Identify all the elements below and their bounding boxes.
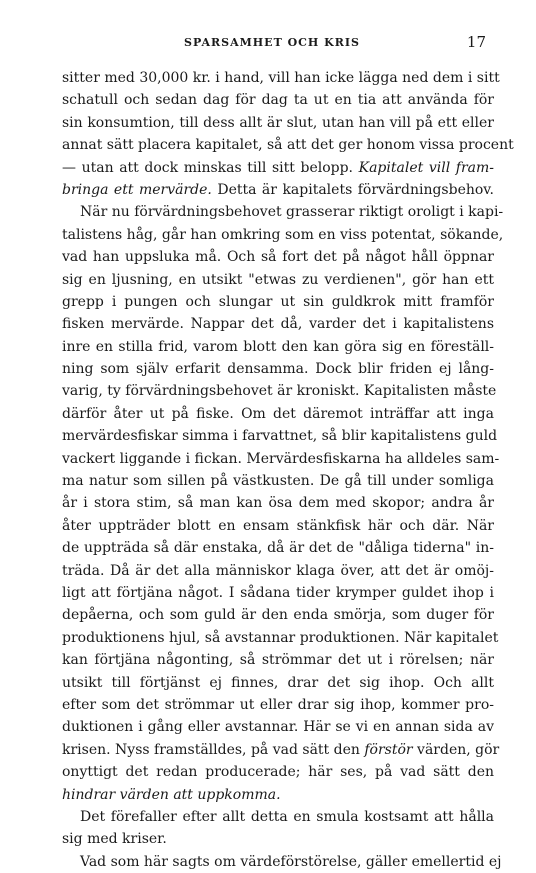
text-line: grepp i pungen och slungar ut sin guldkrok mitt framför xyxy=(62,293,494,310)
text-line: ligt att förtjäna något. I sådana tider krymper guldet ihop i xyxy=(62,584,494,601)
text-line xyxy=(62,179,494,201)
text-line: ning som själv erfarit densamma. Dock blir friden ej lång- xyxy=(62,361,494,378)
text-line: sig en ljusning, en utsikt "etwas zu verdienen", gör han ett xyxy=(62,271,494,288)
text-run: värden, gör xyxy=(412,741,500,758)
text-line: efter som det strömmar ut eller drar sig ihop, kommer pro- xyxy=(62,696,494,713)
text-line: mervärdesfiskar simma i farvattnet, så blir kapitalistens guld xyxy=(62,428,498,445)
text-line: duktionen i gång eller avstannar. Här se vi en annan sida av xyxy=(62,719,494,736)
text-line: Det förefaller efter allt detta en smula kostsamt att hålla xyxy=(80,808,494,825)
text-line: produktionens hjul, så avstannar produktionen. När kapitalet xyxy=(62,629,499,646)
text-line: sin konsumtion, till dess allt är slut, utan han vill på ett eller xyxy=(62,114,494,131)
text-line: åter uppträder blott en ensam stänkfisk här och där. När xyxy=(62,517,494,534)
page-number: 17 xyxy=(466,33,486,51)
text-line: När nu förvärdningsbehovet grasserar riktigt oroligt i kapi- xyxy=(80,204,504,221)
text-run: — utan att dock minskas till sitt belopp. xyxy=(62,159,359,176)
text-line: därför åter ut på fiske. Om det däremot inträffar att inga xyxy=(62,405,494,422)
text-run: Detta är kapitalets förvärdningsbehov. xyxy=(211,181,494,198)
text-line: ma natur som sillen på västkusten. De gå till under somliga xyxy=(62,473,494,490)
text-line xyxy=(62,157,494,179)
text-line: varig, ty förvärdningsbehovet är kroniskt. Kapitalisten måste xyxy=(62,383,497,400)
text-line: inre en stilla frid, varom blott den kan göra sig en föreställ- xyxy=(62,338,494,355)
emphasis-run: hindrar värden att uppkomma. xyxy=(62,786,281,803)
emphasis-run: Kapitalet vill fram- xyxy=(358,159,495,176)
text-line: annat sätt placera kapitalet, så att det ger honom vissa procent xyxy=(62,137,514,154)
text-line: träda. Då är det alla människor klaga över, att det är omöj- xyxy=(62,562,494,579)
text-line: kan förtjäna någonting, så strömmar det ut i rörelsen; när xyxy=(62,652,494,669)
text-line: utsikt till förtjänst ej finnes, drar det sig ihop. Och allt xyxy=(62,674,494,691)
emphasis-run: bringa ett mervärde. xyxy=(62,181,212,198)
text-line: år i stora stim, så man kan ösa dem med skopor; andra år xyxy=(62,495,494,512)
text-line xyxy=(62,739,500,761)
text-line: vackert liggande i fickan. Mervärdesfiskarna ha alldeles sam- xyxy=(62,450,500,467)
body-text xyxy=(62,67,514,873)
text-line: sig med kriser. xyxy=(62,831,167,848)
text-run: krisen. Nyss framställdes, på vad sätt den xyxy=(62,741,365,758)
text-line: vad han uppsluka må. Och så fort det på något håll öppnar xyxy=(62,249,494,266)
text-line xyxy=(62,784,494,806)
text-line: schatull och sedan dag för dag ta ut en tia att använda för xyxy=(62,92,494,109)
running-head: SPARSAMHET OCH KRIS xyxy=(184,36,360,49)
text-line: Vad som här sagts om värdeförstörelse, gäller emellertid ej xyxy=(80,853,502,870)
text-line: talistens håg, går han omkring som en viss potentat, sökande, xyxy=(62,226,504,243)
text-line: onyttigt det redan producerade; här ses, på vad sätt den xyxy=(62,764,494,781)
text-line: de uppträda så där enstaka, då är det de "dåliga tiderna" in- xyxy=(62,540,494,557)
emphasis-run: förstör xyxy=(364,741,413,758)
text-line: sitter med 30,000 kr. i hand, vill han icke lägga ned dem i sitt xyxy=(62,70,500,86)
text-line: fisken mervärde. Nappar det då, varder det i kapitalistens xyxy=(62,316,494,333)
text-line: depåerna, och som guld är den enda smörja, som duger för xyxy=(62,607,494,624)
